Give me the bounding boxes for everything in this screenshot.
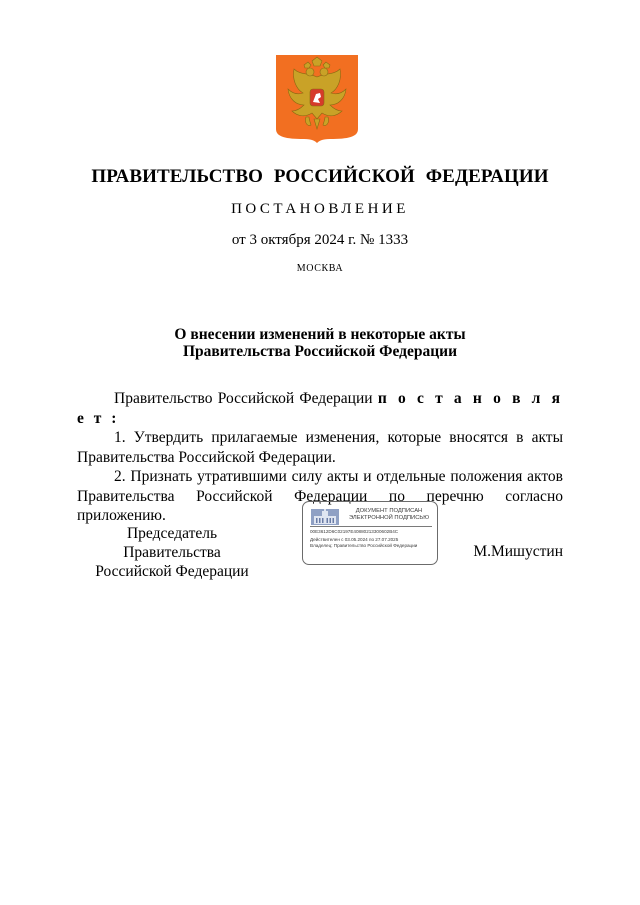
government-building-icon bbox=[311, 509, 339, 525]
item-2-paragraph: 2. Признать утратившими силу акты и отдельные положения актов Правительства Российской Федерации по перечню согласно приложению. bbox=[77, 468, 563, 524]
electronic-signature-stamp bbox=[302, 501, 438, 565]
stamp-certificate-serial: 00E3612D6C02197E40880213300602B4C bbox=[310, 529, 399, 534]
stamp-validity-period: Действителен с 03.05.2024 по 27.07.2025 bbox=[310, 537, 399, 542]
stamp-heading bbox=[345, 508, 433, 522]
document-city: МОСКВА bbox=[296, 263, 344, 274]
subject-line-1: О внесении изменений в некоторые акты bbox=[174, 326, 466, 343]
signatory-name: М.Мишустин bbox=[473, 543, 563, 560]
item-1-paragraph: 1. Утвердить прилагаемые изменения, которые вносятся в акты Правительства Российской Федерации. bbox=[77, 429, 563, 466]
stamp-heading-line-1: ДОКУМЕНТ ПОДПИСАН bbox=[355, 508, 423, 514]
stamp-heading-line-2: ЭЛЕКТРОННОЙ ПОДПИСЬЮ bbox=[348, 515, 430, 521]
stamp-divider bbox=[310, 526, 432, 527]
signatory-position-line-2: Российской Федерации bbox=[95, 563, 249, 580]
preamble-text: Правительство Российской Федерации bbox=[114, 390, 378, 407]
preamble-decree-word: п о с т а н о в л я е т : bbox=[77, 390, 563, 427]
document-date-number: от 3 октября 2024 г. № 1333 bbox=[231, 232, 409, 248]
subject-line-2: Правительства Российской Федерации bbox=[182, 343, 458, 360]
document-subject bbox=[0, 326, 640, 360]
stamp-certificate-owner: Владелец: Правительство Российской Федерации bbox=[310, 543, 418, 548]
preamble-paragraph bbox=[77, 389, 563, 428]
government-title: ПРАВИТЕЛЬСТВО РОССИЙСКОЙ ФЕДЕРАЦИИ bbox=[91, 166, 549, 187]
signatory-position bbox=[77, 524, 267, 581]
russian-coat-of-arms-icon bbox=[276, 55, 358, 143]
document-type: ПОСТАНОВЛЕНИЕ bbox=[231, 201, 409, 217]
signatory-position-line-1: Председатель Правительства bbox=[123, 525, 221, 561]
